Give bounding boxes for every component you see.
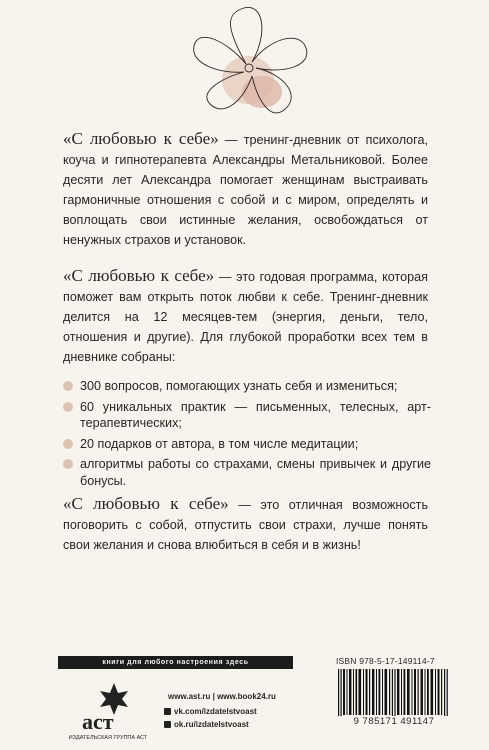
list-item: 20 подарков от автора, в том числе медитации; <box>63 436 431 453</box>
list-item: 60 уникальных практик — письменных, телесных, арт-терапевтических; <box>63 399 431 432</box>
book-title-quote: «С любовью к себе» <box>63 266 215 285</box>
publisher-name: ИЗДАТЕЛЬСКАЯ ГРУППА АСТ <box>68 735 148 741</box>
program-paragraph <box>63 266 428 367</box>
websites: www.ast.ru | www.book24.ru <box>168 692 276 701</box>
vk-icon <box>164 708 171 715</box>
book-title-quote: «С любовью к себе» <box>63 494 229 513</box>
intro-paragraph <box>63 129 428 250</box>
flower-illustration <box>160 4 330 122</box>
closing-text: — это отличная возможность поговорить с собой, отпустить свои страхи, лучше понять свои желания и снова влюбиться в себя и в жизнь! <box>63 498 429 552</box>
vk-link: vk.com/izdatelstvoast <box>164 707 257 716</box>
ok-icon <box>164 721 171 728</box>
book-title-quote: «С любовью к себе» <box>63 129 219 148</box>
features-list <box>63 378 431 493</box>
ok-link: ok.ru/izdatelstvoast <box>164 720 249 729</box>
bullet-dot-icon <box>63 459 73 469</box>
intro-text: — тренинг-дневник от психолога, коуча и гипнотерапевта Александры Метальниковой. Более десяти лет Александра помогает женщинам выстраивать гармоничные отношения с собой и с миром, определять и воплощать свои истинные желания, освобождаться от ненужных страхов и установок. <box>63 133 429 247</box>
program-text: — это годовая программа, которая поможет вам открыть поток любви к себе. Тренинг-дневник делится на 12 месяцев-тем (энергия, деньги, тело, отношения и другие). Для глубокой проработки всех тем в дневнике собраны: <box>63 270 428 364</box>
barcode-number: 9 785171 491147 <box>336 716 452 727</box>
list-item: 300 вопросов, помогающих узнать себя и измениться; <box>63 378 431 395</box>
closing-paragraph <box>63 494 428 555</box>
tagline-banner: книги для любого настроения здесь <box>58 656 293 669</box>
bullet-dot-icon <box>63 381 73 391</box>
bullet-dot-icon <box>63 402 73 412</box>
svg-text:аст: аст <box>82 709 114 734</box>
list-item: алгоритмы работы со страхами, смены привычек и другие бонусы. <box>63 456 431 489</box>
bullet-dot-icon <box>63 439 73 449</box>
ast-logo <box>78 679 136 741</box>
isbn: ISBN 978-5-17-149114-7 <box>336 656 435 666</box>
